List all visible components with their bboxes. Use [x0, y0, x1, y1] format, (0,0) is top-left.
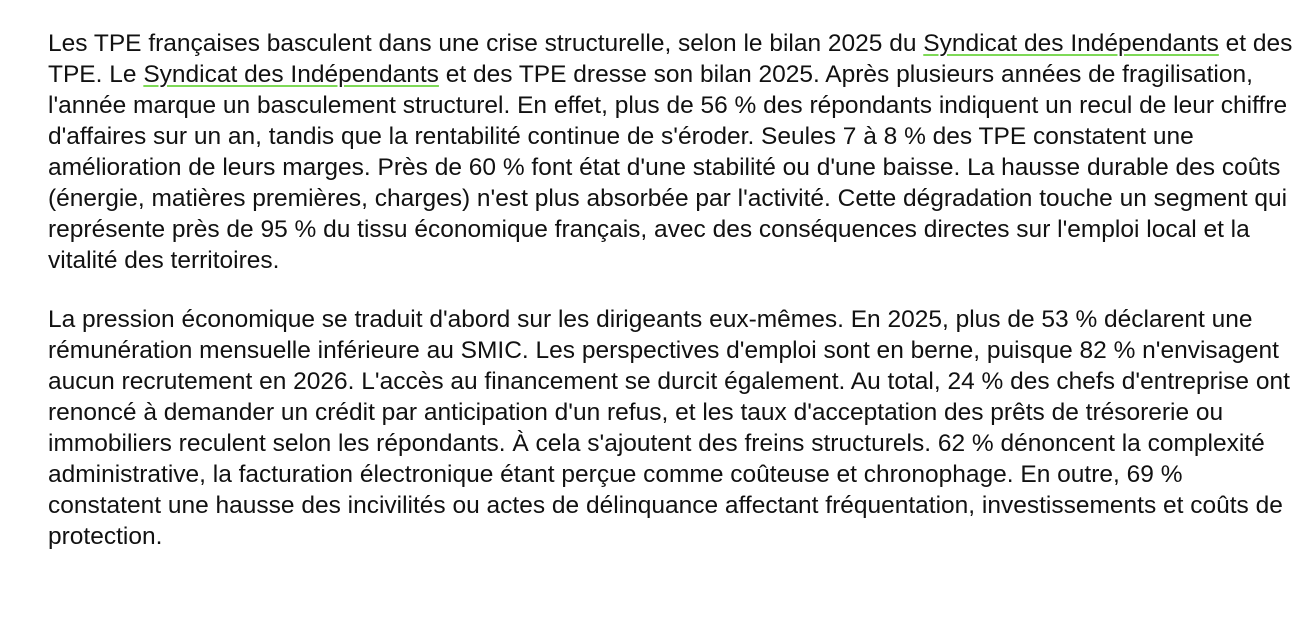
- article-body: [48, 28, 1294, 552]
- paragraph-1-text-b: et des TPE. Le: [48, 30, 1293, 88]
- paragraph-1: [48, 28, 1294, 276]
- entity-link-syndicat-2[interactable]: Syndicat des Indépendants: [143, 61, 439, 88]
- paragraph-1-text-c: et des TPE dresse son bilan 2025. Après plusieurs années de fragilisation, l'année marque un basculement structurel. En effet, plus de 56 % des répondants indiquent un recul de leur chiffre d'affaires sur un an, tandis que la rentabilité continue de s'éroder. Seules 7 à 8 % des TPE constatent une amélioration de leurs marges. Près de 60 % font état d'une stabilité ou d'une baisse. La hausse durable des coûts (énergie, matières premières, charges) n'est plus absorbée par l'activité. Cette dégradation touche un segment qui représente près de 95 % du tissu économique français, avec des conséquences directes sur l'emploi local et la vitalité des territoires.: [48, 61, 1288, 274]
- entity-link-syndicat-1[interactable]: Syndicat des Indépendants: [923, 30, 1219, 57]
- paragraph-2-text: La pression économique se traduit d'abord sur les dirigeants eux-mêmes. En 2025, plus de 53 % déclarent une rémunération mensuelle inférieure au SMIC. Les perspectives d'emploi sont en berne, puisque 82 % n'envisagent aucun recrutement en 2026. L'accès au financement se durcit également. Au total, 24 % des chefs d'entreprise ont renoncé à demander un crédit par anticipation d'un refus, et les taux d'acceptation des prêts de trésorerie ou immobiliers reculent selon les répondants. À cela s'ajoutent des freins structurels. 62 % dénoncent la complexité administrative, la facturation électronique étant perçue comme coûteuse et chronophage. En outre, 69 % constatent une hausse des incivilités ou actes de délinquance affectant fréquentation, investissements et coûts de protection.: [48, 306, 1290, 550]
- paragraph-2: [48, 304, 1294, 552]
- paragraph-1-text-a: Les TPE françaises basculent dans une crise structurelle, selon le bilan 2025 du: [48, 30, 924, 57]
